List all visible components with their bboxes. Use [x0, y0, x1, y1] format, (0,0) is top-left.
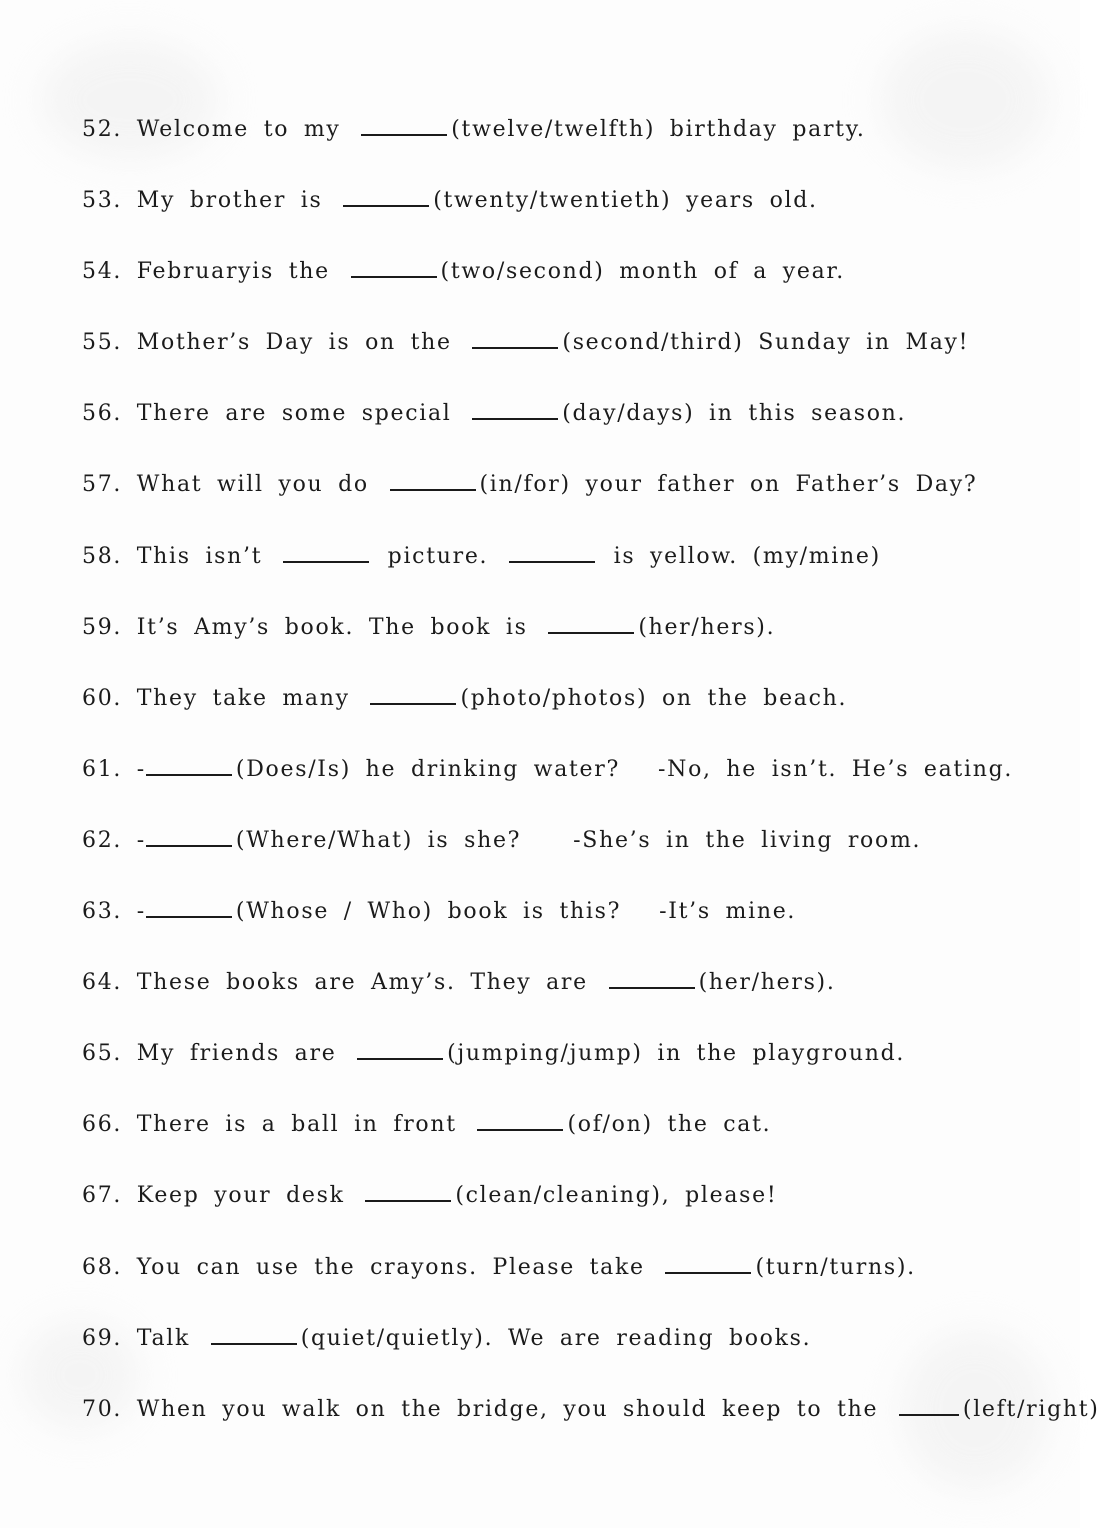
exercise-q64	[82, 965, 1042, 1036]
exercise-text: (of/on) the cat.	[567, 1112, 772, 1138]
exercise-q66	[82, 1107, 1042, 1178]
exercise-q56	[82, 396, 1042, 467]
exercise-text: (in/for) your father on Father’s Day?	[479, 472, 978, 498]
exercise-q68	[82, 1250, 1042, 1321]
exercise-text: 56. There are some special	[82, 401, 467, 427]
exercise-q57	[82, 467, 1042, 538]
answer-blank[interactable]	[509, 539, 595, 563]
exercise-text: (two/second) month of a year.	[440, 259, 845, 285]
answer-blank[interactable]	[357, 1036, 443, 1060]
answer-blank[interactable]	[477, 1107, 563, 1131]
exercise-text: (twenty/twentieth) years old.	[433, 188, 818, 214]
answer-blank[interactable]	[146, 752, 232, 776]
exercise-text: 67. Keep your desk	[82, 1183, 360, 1209]
exercise-text: 55. Mother’s Day is on the	[82, 330, 467, 356]
exercise-text: 69. Talk	[82, 1325, 205, 1351]
exercise-text: picture.	[372, 543, 503, 569]
exercise-q52	[82, 112, 1042, 183]
exercise-q53	[82, 183, 1042, 254]
exercise-text: 62. -	[82, 827, 146, 853]
exercise-text: (twelve/twelfth) birthday party.	[451, 117, 866, 142]
exercise-q65	[82, 1036, 1042, 1107]
exercise-text: is yellow. (my/mine)	[598, 543, 881, 569]
exercise-q61	[82, 752, 1042, 823]
exercise-text: 66. There is a ball in front	[82, 1112, 472, 1138]
exercise-text: (photo/photos) on the beach.	[460, 685, 848, 711]
answer-blank[interactable]	[609, 965, 695, 989]
exercise-text: (day/days) in this season.	[562, 401, 907, 427]
exercise-text: 52. Welcome to my	[82, 117, 356, 142]
answer-blank[interactable]	[548, 610, 634, 634]
answer-blank[interactable]	[283, 539, 369, 563]
exercise-text: (second/third) Sunday in May!	[562, 330, 970, 356]
exercise-text: 53. My brother is	[82, 188, 338, 214]
exercise-q62	[82, 823, 1042, 894]
answer-blank[interactable]	[472, 396, 558, 420]
exercise-text: (Does/Is) he drinking water?	[235, 756, 620, 782]
exercise-text: 57. What will you do	[82, 472, 384, 498]
answer-blank[interactable]	[361, 112, 447, 136]
exercise-q69	[82, 1321, 1042, 1392]
answer-blank[interactable]	[343, 183, 429, 207]
exercise-q58	[82, 539, 1042, 610]
exercise-q55	[82, 325, 1042, 396]
exercise-text: 54. Februaryis the	[82, 259, 345, 285]
exercise-text: 64. These books are Amy’s. They are	[82, 970, 603, 996]
exercise-q70	[82, 1392, 1100, 1463]
exercise-text: -No, he isn’t. He’s eating.	[658, 756, 1014, 782]
exercise-text: (left/right)	[962, 1396, 1100, 1422]
answer-blank[interactable]	[370, 681, 456, 705]
exercise-text: 63. -	[82, 899, 146, 925]
exercise-q67	[82, 1178, 1042, 1249]
answer-blank[interactable]	[211, 1321, 297, 1345]
exercise-text: -She’s in the living room.	[573, 827, 922, 853]
exercise-q60	[82, 681, 1042, 752]
answer-blank[interactable]	[146, 894, 232, 918]
answer-blank[interactable]	[146, 823, 232, 847]
exercise-text: (clean/cleaning), please!	[455, 1183, 778, 1209]
answer-blank[interactable]	[390, 467, 476, 491]
exercise-text: 58. This isn’t	[82, 543, 277, 569]
exercise-text: 59. It’s Amy’s book. The book is	[82, 614, 543, 640]
exercise-text: 60. They take many	[82, 685, 365, 711]
exercise-text: -It’s mine.	[659, 899, 797, 925]
exercise-text: (her/hers).	[698, 970, 836, 996]
exercise-text: (jumping/jump) in the playground.	[447, 1041, 906, 1067]
exercise-list	[82, 112, 1100, 1463]
exercise-text: (Whose / Who) book is this?	[235, 899, 622, 925]
answer-blank[interactable]	[472, 325, 558, 349]
exercise-q54	[82, 254, 1042, 325]
exercise-text: (her/hers).	[638, 614, 776, 640]
answer-blank[interactable]	[365, 1178, 451, 1202]
answer-blank[interactable]	[665, 1250, 751, 1274]
exercise-text: 70. When you walk on the bridge, you should keep to the	[82, 1396, 893, 1422]
exercise-text: 61. -	[82, 756, 146, 782]
answer-blank[interactable]	[899, 1392, 959, 1416]
exercise-q63	[82, 894, 1042, 965]
exercise-q59	[82, 610, 1042, 681]
exercise-text: (quiet/quietly). We are reading books.	[300, 1325, 812, 1351]
answer-blank[interactable]	[351, 254, 437, 278]
exercise-text: 68. You can use the crayons. Please take	[82, 1254, 660, 1280]
exercise-text: (turn/turns).	[755, 1254, 916, 1280]
exercise-text: (Where/What) is she?	[235, 827, 522, 853]
exercise-text: 65. My friends are	[82, 1041, 352, 1067]
